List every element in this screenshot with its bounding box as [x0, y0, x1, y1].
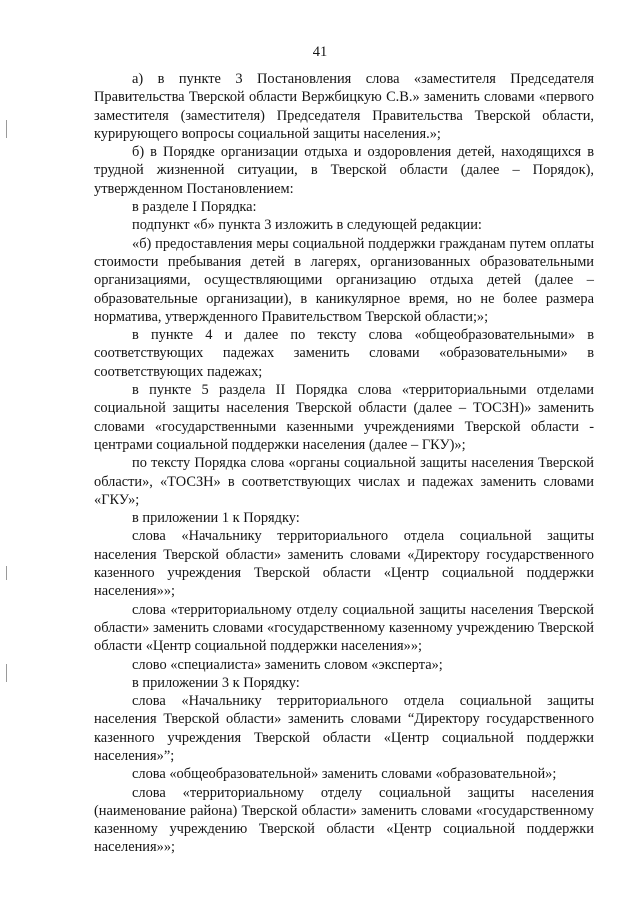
page-number: 41 — [312, 44, 328, 60]
scan-edge-mark — [6, 120, 7, 138]
paragraph-appendix-3: в приложении 3 к Порядку: — [132, 674, 300, 691]
document-body — [94, 70, 594, 857]
paragraph-appendix-1-word-specialist: слово «специалиста» заменить словом «эксперта»; — [132, 656, 443, 673]
paragraph-appendix-1: в приложении 1 к Порядку: — [132, 510, 300, 527]
paragraph-appendix-3-words-2: слова «общеобразовательной» заменить словами «образовательной»; — [132, 766, 557, 783]
paragraph-point-5: в пункте 5 раздела II Порядка слова «территориальными отделами социальной защиты населения Тверской области (далее – ТОСЗН)» заменить словами «государственными казенными учреждениями Тверской области - центрами социальной поддержки населения (далее – ГКУ)»; — [94, 382, 594, 453]
paragraph-appendix-1-words-1: слова «Начальнику территориального отдела социальной защиты населения Тверской области» заменить словами «Директору государственного казенного учреждения Тверской области «Центр социальной поддержки населения»»; — [94, 528, 594, 600]
paragraph-appendix-3-words-1: слова «Начальнику территориального отдела социальной защиты населения Тверской области» заменить словами “Директору государственного казенного учреждения Тверской области «Центр социальной поддержки населения»”; — [94, 693, 594, 764]
paragraph-item-a: а) в пункте 3 Постановления слова «заместителя Председателя Правительства Тверской области Вержбицкую С.В.» заменить словами «первого заместителя (заместителя) Председателя Правительства Тверской области, курирующего вопросы социальной защиты населения.»; — [94, 71, 594, 142]
paragraph-point-4: в пункте 4 и далее по тексту слова «общеобразовательными» в соответствующих падежах заменить словами «образовательными» в соответствующих падежах; — [94, 327, 594, 380]
paragraph-throughout-text: по тексту Порядка слова «органы социальной защиты населения Тверской области», «ТОСЗН» в соответствующих числах и падежах заменить словами «ГКУ»; — [94, 455, 594, 508]
paragraph-appendix-3-words-3: слова «территориальному отделу социальной защиты населения (наименование района) Тверской области» заменить словами «государственному казенному учреждению Тверской области «Центр социальной поддержки населения»»; — [94, 784, 594, 856]
scan-edge-mark — [6, 664, 7, 682]
paragraph-subpoint-b-text: «б) предоставления меры социальной поддержки гражданам путем оплаты стоимости пребывания детей в лагерях, организованных образовательными организациями, осуществляющими организацию отдыха детей (далее – образовательные организации), в каникулярное время, но не более размера норматива, утвержденного Правительством Тверской области;»; — [94, 235, 594, 325]
scan-edge-mark — [6, 566, 7, 580]
paragraph-subpoint-b: подпункт «б» пункта 3 изложить в следующей редакции: — [132, 217, 482, 234]
paragraph-section-1: в разделе I Порядка: — [132, 199, 257, 216]
paragraph-appendix-1-words-2: слова «территориальному отделу социальной защиты населения Тверской области» заменить словами «государственному казенному учреждению Тверской области «Центр социальной поддержки населения»»; — [94, 601, 594, 655]
paragraph-item-b: б) в Порядке организации отдыха и оздоровления детей, находящихся в трудной жизненной ситуации, в Тверской области (далее – Порядок), утвержденном Постановлением: — [94, 144, 594, 197]
